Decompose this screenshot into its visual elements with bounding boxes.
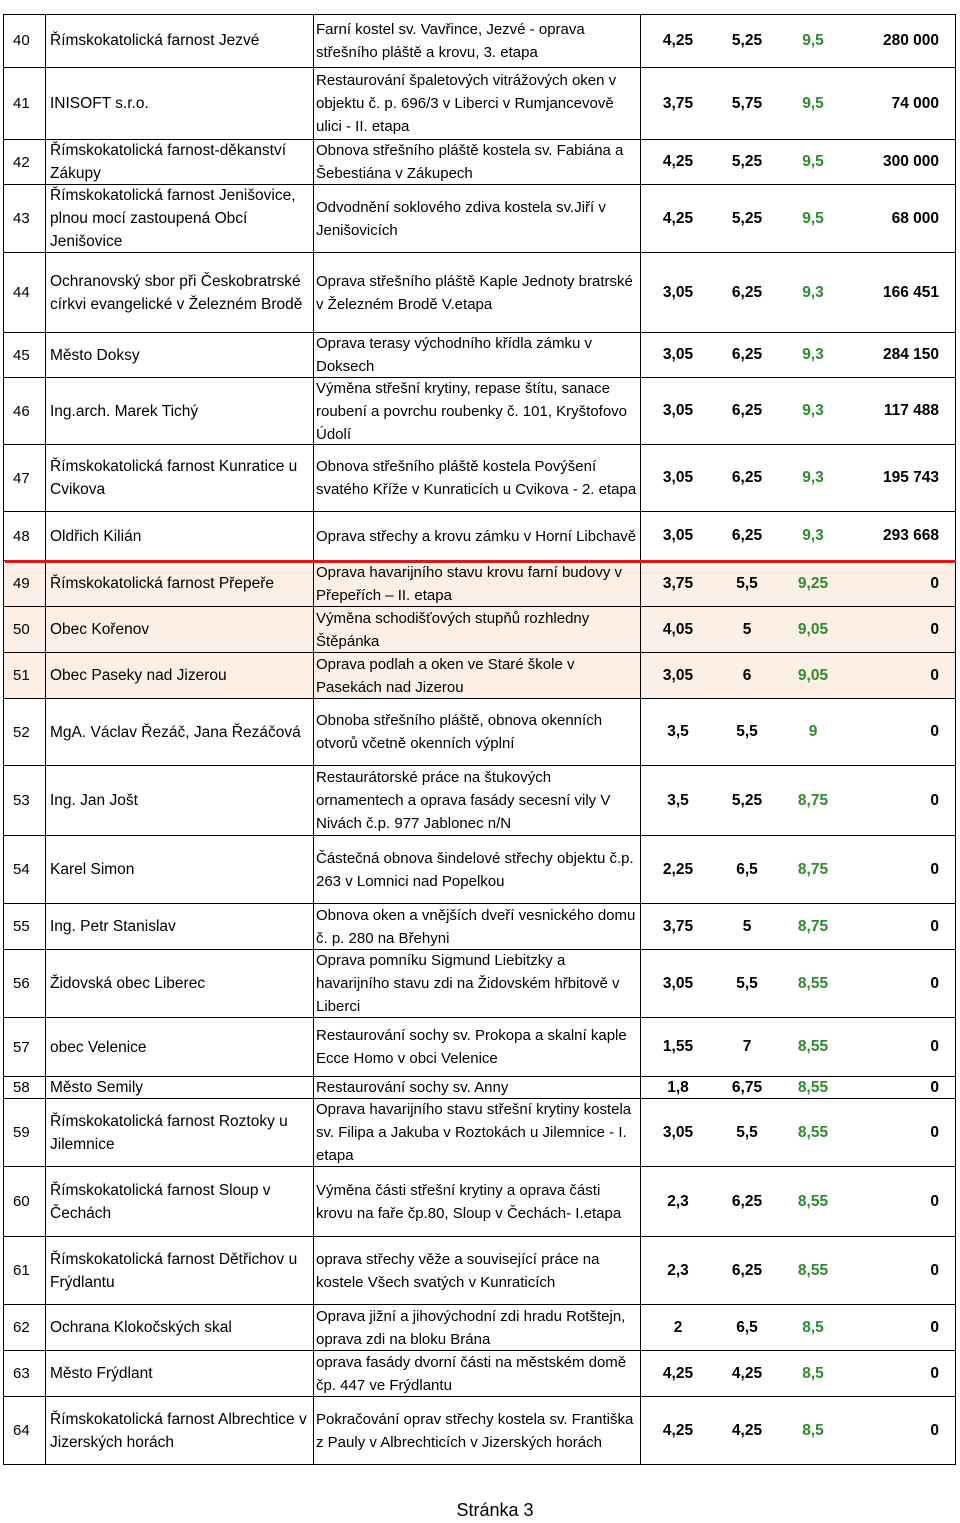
table-row bbox=[3, 140, 956, 185]
score-2: 5,25 bbox=[731, 791, 763, 809]
row-number: 43 bbox=[13, 210, 30, 227]
project-description: Výměna schodišťových stupňů rozhledny Štěpánka bbox=[316, 609, 590, 650]
score-2: 5,5 bbox=[736, 723, 758, 740]
grant-amount: 0 bbox=[930, 1078, 939, 1096]
score-2: 4,25 bbox=[731, 1421, 763, 1439]
row-number: 41 bbox=[13, 95, 30, 112]
grant-amount: 0 bbox=[930, 1421, 939, 1439]
score-1: 4,25 bbox=[662, 1421, 694, 1439]
column-divider bbox=[955, 14, 956, 1465]
score-total: 9,3 bbox=[802, 402, 824, 419]
score-2: 5,5 bbox=[736, 574, 758, 592]
applicant-name: Ochranovský sbor při Českobratrské církvi evangelické v Železném Brodě bbox=[50, 272, 303, 313]
project-description: Farní kostel sv. Vavřince, Jezvé - oprava střešního pláště a krovu, 3. etapa bbox=[316, 20, 585, 61]
row-number: 62 bbox=[13, 1319, 30, 1336]
row-number: 46 bbox=[13, 402, 30, 420]
project-description: Oprava podlah a oken ve Staré škole v Pasekách nad Jizerou bbox=[316, 655, 575, 696]
row-number: 45 bbox=[13, 346, 30, 364]
project-description: Obnova střešního pláště kostela Povýšení svatého Kříže v Kunraticích u Cvikova - 2. etapa bbox=[316, 458, 637, 498]
score-1: 3,05 bbox=[662, 346, 694, 363]
score-total: 8,55 bbox=[797, 1078, 829, 1096]
score-2: 5,25 bbox=[731, 153, 763, 170]
row-number: 48 bbox=[13, 527, 30, 545]
score-1: 4,25 bbox=[662, 209, 694, 227]
row-number: 40 bbox=[13, 32, 30, 49]
applicant-name: Ing.arch. Marek Tichý bbox=[50, 402, 199, 420]
score-1: 4,25 bbox=[662, 1364, 694, 1382]
applicant-name: Římskokatolická farnost Roztoky u Jilemnice bbox=[50, 1112, 288, 1153]
score-1: 3,05 bbox=[662, 402, 694, 419]
applicant-name: Oldřich Kilián bbox=[50, 527, 142, 545]
applicant-name: Obec Kořenov bbox=[50, 621, 150, 638]
score-total: 9,05 bbox=[797, 620, 829, 638]
table-row bbox=[3, 445, 956, 512]
score-1: 3,05 bbox=[662, 666, 694, 684]
row-number: 44 bbox=[13, 284, 30, 301]
table-row bbox=[3, 699, 956, 766]
grant-amount: 0 bbox=[930, 1318, 939, 1336]
row-number: 59 bbox=[13, 1124, 30, 1141]
project-description: Restaurátorské práce na štukových ornamentech a oprava fasády secesní vily V Nivách č.p. 977 Jablonec n/N bbox=[316, 769, 611, 832]
project-description: Obnova střešního pláště kostela sv. Fabiána a Šebestiána v Zákupech bbox=[316, 142, 624, 182]
score-2: 6,25 bbox=[731, 469, 763, 486]
score-2: 6,5 bbox=[736, 1318, 758, 1336]
table-row bbox=[3, 14, 956, 68]
applicant-name: Město Semily bbox=[50, 1079, 144, 1096]
score-2: 5,5 bbox=[736, 974, 758, 992]
table-row bbox=[3, 1351, 956, 1397]
score-1: 3,75 bbox=[662, 94, 694, 112]
applicant-name: Římskokatolická farnost Kunratice u Cvikova bbox=[50, 458, 298, 498]
score-total: 8,55 bbox=[797, 1038, 829, 1055]
applicant-name: Římskokatolická farnost Přepeře bbox=[50, 575, 274, 592]
score-2: 6 bbox=[742, 666, 752, 684]
column-divider bbox=[313, 14, 314, 1465]
row-number: 50 bbox=[13, 621, 30, 638]
score-total: 9 bbox=[808, 723, 818, 740]
table-row bbox=[3, 1167, 956, 1237]
applicant-name: Ing. Petr Stanislav bbox=[50, 918, 176, 935]
score-1: 2,3 bbox=[667, 1261, 689, 1279]
project-description: Restaurování sochy sv. Prokopa a skalní kaple Ecce Homo v obci Velenice bbox=[316, 1027, 627, 1067]
applicant-name: Římskokatolická farnost Jenišovice, plnou mocí zastoupená Obcí Jenišovice bbox=[50, 187, 296, 250]
score-total: 9,3 bbox=[802, 346, 824, 363]
project-description: Restaurování sochy sv. Anny bbox=[316, 1079, 509, 1096]
table-row bbox=[3, 1018, 956, 1077]
grant-amount: 0 bbox=[930, 1364, 939, 1382]
applicant-name: Římskokatolická farnost-děkanství Zákupy bbox=[50, 142, 287, 182]
project-description: Oprava terasy východního křídla zámku v Doksech bbox=[316, 335, 592, 375]
score-2: 6,5 bbox=[736, 860, 758, 878]
grant-amount: 0 bbox=[930, 917, 939, 935]
score-2: 5,75 bbox=[731, 94, 763, 112]
project-description: Obnova oken a vnějších dveří vesnického domu č. p. 280 na Břehyni bbox=[316, 906, 636, 947]
row-number: 52 bbox=[13, 723, 30, 741]
score-total: 9,5 bbox=[802, 31, 824, 49]
score-1: 2,3 bbox=[667, 1192, 689, 1210]
table-row bbox=[3, 950, 956, 1018]
grant-amount: 74 000 bbox=[891, 94, 939, 112]
row-number: 56 bbox=[13, 975, 30, 992]
applicant-name: Ing. Jan Jošt bbox=[50, 792, 138, 809]
score-total: 9,3 bbox=[802, 527, 824, 544]
table-row bbox=[3, 836, 956, 904]
score-total: 8,55 bbox=[797, 974, 829, 992]
score-1: 1,55 bbox=[662, 1038, 694, 1055]
row-number: 64 bbox=[13, 1422, 30, 1439]
table-row bbox=[3, 904, 956, 950]
score-total: 8,75 bbox=[797, 860, 829, 878]
score-1: 3,75 bbox=[662, 917, 694, 935]
grant-amount: 68 000 bbox=[891, 209, 939, 227]
project-description: Výměna části střešní krytiny a oprava části krovu na faře čp.80, Sloup v Čechách- I.etapa bbox=[316, 1181, 622, 1222]
grant-amount: 0 bbox=[930, 1192, 939, 1210]
project-description: Oprava střešního pláště Kaple Jednoty bratrské v Železném Brodě V.etapa bbox=[316, 272, 633, 313]
score-total: 8,75 bbox=[797, 791, 829, 809]
grant-amount: 0 bbox=[930, 574, 939, 592]
applicant-name: Římskokatolická farnost Sloup v Čechách bbox=[50, 1181, 271, 1222]
grant-amount: 0 bbox=[930, 860, 939, 878]
score-2: 4,25 bbox=[731, 1364, 763, 1382]
score-1: 2,25 bbox=[662, 860, 694, 878]
table-row bbox=[3, 185, 956, 253]
score-total: 8,5 bbox=[802, 1364, 824, 1382]
score-1: 3,75 bbox=[662, 574, 694, 592]
table-row bbox=[3, 1305, 956, 1351]
row-number: 57 bbox=[13, 1038, 30, 1056]
score-1: 4,05 bbox=[662, 620, 694, 638]
table-row bbox=[3, 561, 956, 607]
score-2: 5 bbox=[742, 620, 752, 638]
score-total: 8,55 bbox=[797, 1261, 829, 1279]
grant-amount: 117 488 bbox=[883, 402, 939, 419]
score-2: 5 bbox=[742, 917, 752, 935]
grant-amount: 195 743 bbox=[882, 469, 939, 486]
applicant-name: Obec Paseky nad Jizerou bbox=[50, 667, 227, 684]
score-total: 9,05 bbox=[797, 666, 829, 684]
score-1: 3,05 bbox=[662, 1123, 694, 1141]
page-footer: Stránka 3 bbox=[456, 1500, 534, 1520]
score-total: 9,3 bbox=[802, 283, 824, 301]
score-1: 3,5 bbox=[667, 723, 689, 740]
applicant-name: obec Velenice bbox=[50, 1038, 147, 1056]
score-2: 7 bbox=[742, 1038, 752, 1055]
row-number: 47 bbox=[13, 469, 30, 487]
column-divider bbox=[640, 14, 641, 1465]
table-row bbox=[3, 766, 956, 836]
table-row bbox=[3, 378, 956, 445]
row-number: 55 bbox=[13, 918, 30, 935]
project-description: Oprava střechy a krovu zámku v Horní Libchavě bbox=[316, 527, 637, 545]
score-total: 8,75 bbox=[797, 917, 829, 935]
applicant-name: Židovská obec Liberec bbox=[50, 975, 206, 992]
score-total: 8,55 bbox=[797, 1123, 829, 1141]
score-2: 6,75 bbox=[731, 1078, 763, 1096]
grant-amount: 280 000 bbox=[882, 31, 939, 49]
score-total: 8,5 bbox=[802, 1318, 824, 1336]
applicant-name: Římskokatolická farnost Jezvé bbox=[50, 32, 260, 49]
grant-amount: 284 150 bbox=[882, 346, 939, 363]
applicant-name: Římskokatolická farnost Dětřichov u Frýdlantu bbox=[50, 1250, 298, 1291]
applicant-name: Ochrana Klokočských skal bbox=[50, 1319, 232, 1336]
row-number: 60 bbox=[13, 1193, 30, 1210]
project-description: Obnoba střešního pláště, obnova okenních otvorů včetně okenních výplní bbox=[316, 712, 603, 752]
grant-amount: 0 bbox=[930, 666, 939, 684]
applicant-name: Město Frýdlant bbox=[50, 1365, 153, 1382]
row-number: 58 bbox=[13, 1079, 30, 1096]
applicant-name: Římskokatolická farnost Albrechtice v Jizerských horách bbox=[50, 1410, 307, 1451]
score-1: 4,25 bbox=[662, 31, 694, 49]
score-1: 3,05 bbox=[662, 469, 694, 486]
grant-amount: 166 451 bbox=[882, 283, 939, 301]
score-2: 6,25 bbox=[731, 283, 763, 301]
funding-cutoff-line bbox=[5, 560, 956, 563]
row-number: 63 bbox=[13, 1365, 30, 1382]
table-row bbox=[3, 607, 956, 653]
table-row bbox=[3, 1397, 956, 1465]
project-description: oprava střechy věže a související práce na kostele Všech svatých v Kunraticích bbox=[316, 1250, 600, 1291]
project-description: Restaurování špaletových vitrážových oken v objektu č. p. 696/3 v Liberci v Rumjancevově ulici - II. etapa bbox=[316, 72, 617, 135]
column-divider bbox=[3, 14, 4, 1465]
score-1: 1,8 bbox=[667, 1078, 689, 1096]
score-1: 3,05 bbox=[662, 283, 694, 301]
score-1: 3,05 bbox=[662, 527, 694, 544]
row-number: 42 bbox=[13, 153, 30, 171]
project-description: Částečná obnova šindelové střechy objektu č.p. 263 v Lomnici nad Popelkou bbox=[316, 849, 634, 890]
project-description: Výměna střešní krytiny, repase štítu, sanace roubení a povrchu roubenky č. 101, Kryštofovo Údolí bbox=[316, 379, 628, 443]
grant-amount: 0 bbox=[930, 974, 939, 992]
row-number: 51 bbox=[13, 667, 30, 684]
project-description: Oprava jižní a jihovýchodní zdi hradu Rotštejn, oprava zdi na bloku Brána bbox=[316, 1307, 626, 1348]
grant-amount: 0 bbox=[930, 1123, 939, 1141]
column-divider bbox=[45, 14, 46, 1465]
project-description: Pokračování oprav střechy kostela sv. Františka z Pauly v Albrechticích v Jizerských horách bbox=[316, 1410, 634, 1451]
row-number: 49 bbox=[13, 575, 30, 592]
grant-amount: 293 668 bbox=[882, 527, 939, 544]
score-2: 5,5 bbox=[736, 1123, 758, 1141]
score-1: 4,25 bbox=[662, 153, 694, 170]
grant-amount: 0 bbox=[930, 620, 939, 638]
table-row bbox=[3, 653, 956, 699]
score-1: 2 bbox=[673, 1318, 683, 1336]
applicant-name: Město Doksy bbox=[50, 346, 140, 364]
score-2: 6,25 bbox=[731, 527, 763, 544]
applicant-name: Karel Simon bbox=[50, 861, 135, 878]
score-total: 9,5 bbox=[802, 153, 824, 170]
row-number: 61 bbox=[13, 1262, 30, 1279]
score-total: 9,3 bbox=[802, 469, 824, 486]
score-2: 6,25 bbox=[731, 1261, 763, 1279]
grant-amount: 0 bbox=[930, 723, 939, 740]
table-row bbox=[3, 1237, 956, 1305]
project-description: Oprava havarijního stavu krovu farní budovy v Přepeřích – II. etapa bbox=[316, 563, 622, 604]
project-description: Odvodnění soklového zdiva kostela sv.Jiří v Jenišovicích bbox=[316, 198, 606, 239]
table-row bbox=[3, 512, 956, 561]
score-1: 3,5 bbox=[667, 791, 689, 809]
table-row bbox=[3, 333, 956, 378]
score-2: 6,25 bbox=[731, 1192, 763, 1210]
table-row bbox=[3, 1077, 956, 1099]
project-description: Oprava pomníku Sigmund Liebitzky a havarijního stavu zdi na Židovském hřbitově v Liberci bbox=[316, 952, 620, 1015]
project-description: oprava fasády dvorní části na městském domě čp. 447 ve Frýdlantu bbox=[316, 1353, 627, 1394]
grant-amount: 0 bbox=[930, 1038, 939, 1055]
score-2: 5,25 bbox=[731, 31, 763, 49]
score-total: 8,55 bbox=[797, 1192, 829, 1210]
score-2: 5,25 bbox=[731, 209, 763, 227]
score-total: 8,5 bbox=[802, 1421, 824, 1439]
table-row bbox=[3, 1099, 956, 1167]
row-number: 54 bbox=[13, 861, 30, 878]
score-2: 6,25 bbox=[731, 402, 763, 419]
table-row bbox=[3, 68, 956, 140]
grant-amount: 0 bbox=[930, 791, 939, 809]
row-number: 53 bbox=[13, 792, 30, 809]
applicant-name: INISOFT s.r.o. bbox=[50, 95, 149, 112]
score-total: 9,5 bbox=[802, 209, 824, 227]
score-total: 9,5 bbox=[802, 94, 824, 112]
table-row bbox=[3, 253, 956, 333]
grant-amount: 300 000 bbox=[882, 153, 939, 170]
applicant-name: MgA. Václav Řezáč, Jana Řezáčová bbox=[50, 723, 301, 741]
grant-amount: 0 bbox=[930, 1261, 939, 1279]
score-1: 3,05 bbox=[662, 974, 694, 992]
score-total: 9,25 bbox=[797, 574, 829, 592]
project-description: Oprava havarijního stavu střešní krytiny kostela sv. Filipa a Jakuba v Roztokách u Jilemnice - I. etapa bbox=[316, 1101, 632, 1164]
score-2: 6,25 bbox=[731, 346, 763, 363]
